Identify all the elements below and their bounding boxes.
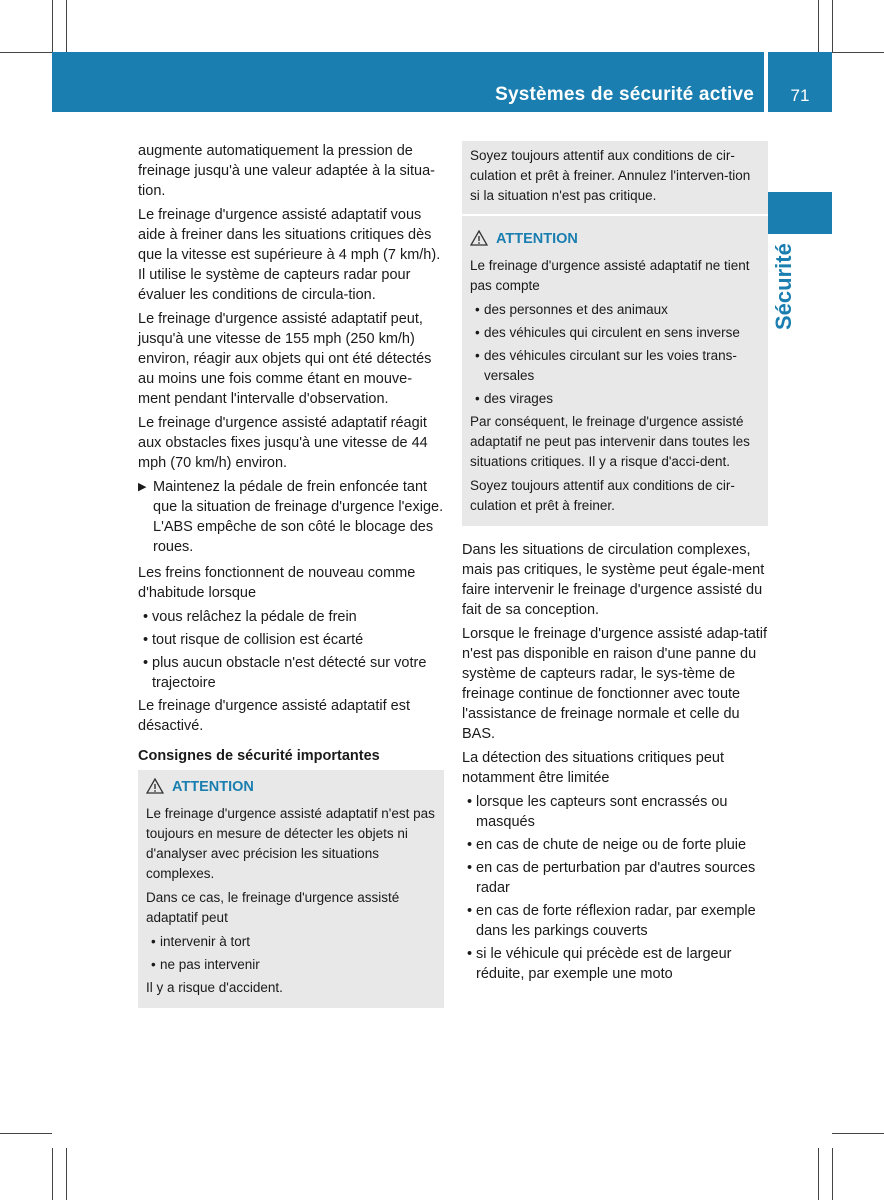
list-item: • en cas de perturbation par d'autres sources radar: [462, 858, 768, 898]
warning-text: Le freinage d'urgence assisté adaptatif ne tient pas compte: [470, 258, 750, 293]
section-heading: Consignes de sécurité importantes: [138, 748, 380, 764]
crop-mark: [52, 1148, 53, 1200]
bullet-list: [462, 792, 768, 984]
list-item: • des virages: [470, 389, 760, 409]
list-item: • des véhicules qui circulent en sens inverse: [470, 323, 760, 343]
paragraph: Le freinage d'urgence assisté adaptatif réagit aux obstacles fixes jusqu'à une vitesse de 44 mph (70 km/h) environ.: [138, 415, 428, 471]
warning-text: Soyez toujours attentif aux conditions de cir-culation et prêt à freiner.: [470, 478, 735, 513]
paragraph: Les freins fonctionnent de nouveau comme d'habitude lorsque: [138, 565, 416, 601]
crop-mark: [818, 1148, 819, 1200]
list-item: • ne pas intervenir: [146, 955, 436, 975]
warning-label: ATTENTION: [496, 231, 578, 247]
crop-mark: [832, 0, 833, 52]
list-item: • si le véhicule qui précède est de largeur réduite, par exemple une moto: [462, 944, 768, 984]
list-item: • plus aucun obstacle n'est détecté sur votre trajectoire: [138, 653, 444, 693]
list-item: • des personnes et des animaux: [470, 300, 760, 320]
instruction-step: [138, 477, 444, 557]
side-tab-label: Sécurité: [771, 243, 796, 330]
warning-text: Dans ce cas, le freinage d'urgence assisté adaptatif peut: [146, 890, 400, 925]
step-note: L'ABS empêche de son côté le blocage des roues.: [153, 519, 434, 555]
paragraph: augmente automatiquement la pression de freinage jusqu'à une valeur adaptée à la situa-tion.: [138, 143, 436, 199]
list-item: • lorsque les capteurs sont encrassés ou masqués: [462, 792, 768, 832]
warning-text: Par conséquent, le freinage d'urgence assisté adaptatif ne peut pas intervenir dans toutes les situations critiques. Il y a risque d'acci-dent.: [470, 414, 750, 469]
warning-text: Il y a risque d'accident.: [146, 980, 283, 995]
warning-bullet-list: [470, 300, 760, 409]
list-item: • en cas de forte réflexion radar, par exemple dans les parkings couverts: [462, 901, 768, 941]
list-item: • en cas de chute de neige ou de forte pluie: [462, 835, 768, 855]
crop-mark: [832, 52, 884, 53]
crop-mark: [818, 0, 819, 52]
header-bar: [52, 52, 764, 112]
warning-label: ATTENTION: [172, 779, 254, 795]
warning-bullet-list: [146, 932, 436, 975]
list-item: • intervenir à tort: [146, 932, 436, 952]
right-column: [462, 141, 768, 987]
warning-box: [138, 770, 444, 1008]
crop-mark: [832, 1148, 833, 1200]
crop-mark: [0, 1133, 52, 1134]
paragraph: Le freinage d'urgence assisté adaptatif est désactivé.: [138, 698, 411, 734]
crop-mark: [66, 1148, 67, 1200]
paragraph: Le freinage d'urgence assisté adaptatif vous aide à freiner dans les situations critiques dès que la vitesse est supérieure à 4 mph (7 km/h). Il utilise le système de capteurs radar pour évaluer les conditions de circula-tion.: [138, 207, 441, 303]
list-item: • vous relâchez la pédale de frein: [138, 607, 444, 627]
crop-mark: [832, 1133, 884, 1134]
crop-mark: [66, 0, 67, 52]
list-item: • tout risque de collision est écarté: [138, 630, 444, 650]
paragraph: Dans les situations de circulation complexes, mais pas critiques, le système peut égale-ment faire intervenir le freinage d'urgence assisté du fait de sa conception.: [462, 542, 765, 618]
paragraph: La détection des situations critiques peut notamment être limitée: [462, 750, 724, 786]
side-tab-marker: [768, 192, 832, 234]
crop-mark: [0, 52, 52, 53]
step-text: Maintenez la pédale de frein enfoncée tant que la situation de freinage d'urgence l'exige.: [153, 479, 444, 515]
list-item: • des véhicules circulant sur les voies trans-versales: [470, 346, 760, 386]
note-box: [462, 141, 768, 215]
warning-header: [470, 229, 760, 252]
step-arrow-icon: ▶: [138, 481, 147, 493]
left-column: [138, 141, 444, 1008]
warning-box: [462, 216, 768, 526]
note-text: Soyez toujours attentif aux conditions de cir-culation et prêt à freiner. Annulez l'interven-tion si la situation n'est pas critique.: [470, 148, 751, 203]
bullet-list: [138, 607, 444, 693]
page-number: 71: [790, 86, 810, 105]
paragraph: Le freinage d'urgence assisté adaptatif peut, jusqu'à une vitesse de 155 mph (250 km/h) environ, réagir aux objets qui ont été détectés au moins une fois comme étant en mouve-ment pendant l'intervalle d'observation.: [138, 311, 432, 407]
warning-triangle-icon: [146, 778, 164, 800]
warning-header: [146, 777, 436, 800]
crop-mark: [52, 0, 53, 52]
warning-triangle-icon: [470, 230, 488, 252]
paragraph: Lorsque le freinage d'urgence assisté adap-tatif n'est pas disponible en raison d'une panne du système de capteurs radar, le sys-tème de freinage continue de fonctionner avec toute l'assistance de freinage normale et celle du BAS.: [462, 626, 768, 742]
warning-text: Le freinage d'urgence assisté adaptatif n'est pas toujours en mesure de détecter les objets ni d'analyser avec précision les situations complexes.: [146, 806, 435, 881]
page-number-box: [768, 52, 832, 112]
section-title: Systèmes de sécurité active: [495, 84, 754, 105]
